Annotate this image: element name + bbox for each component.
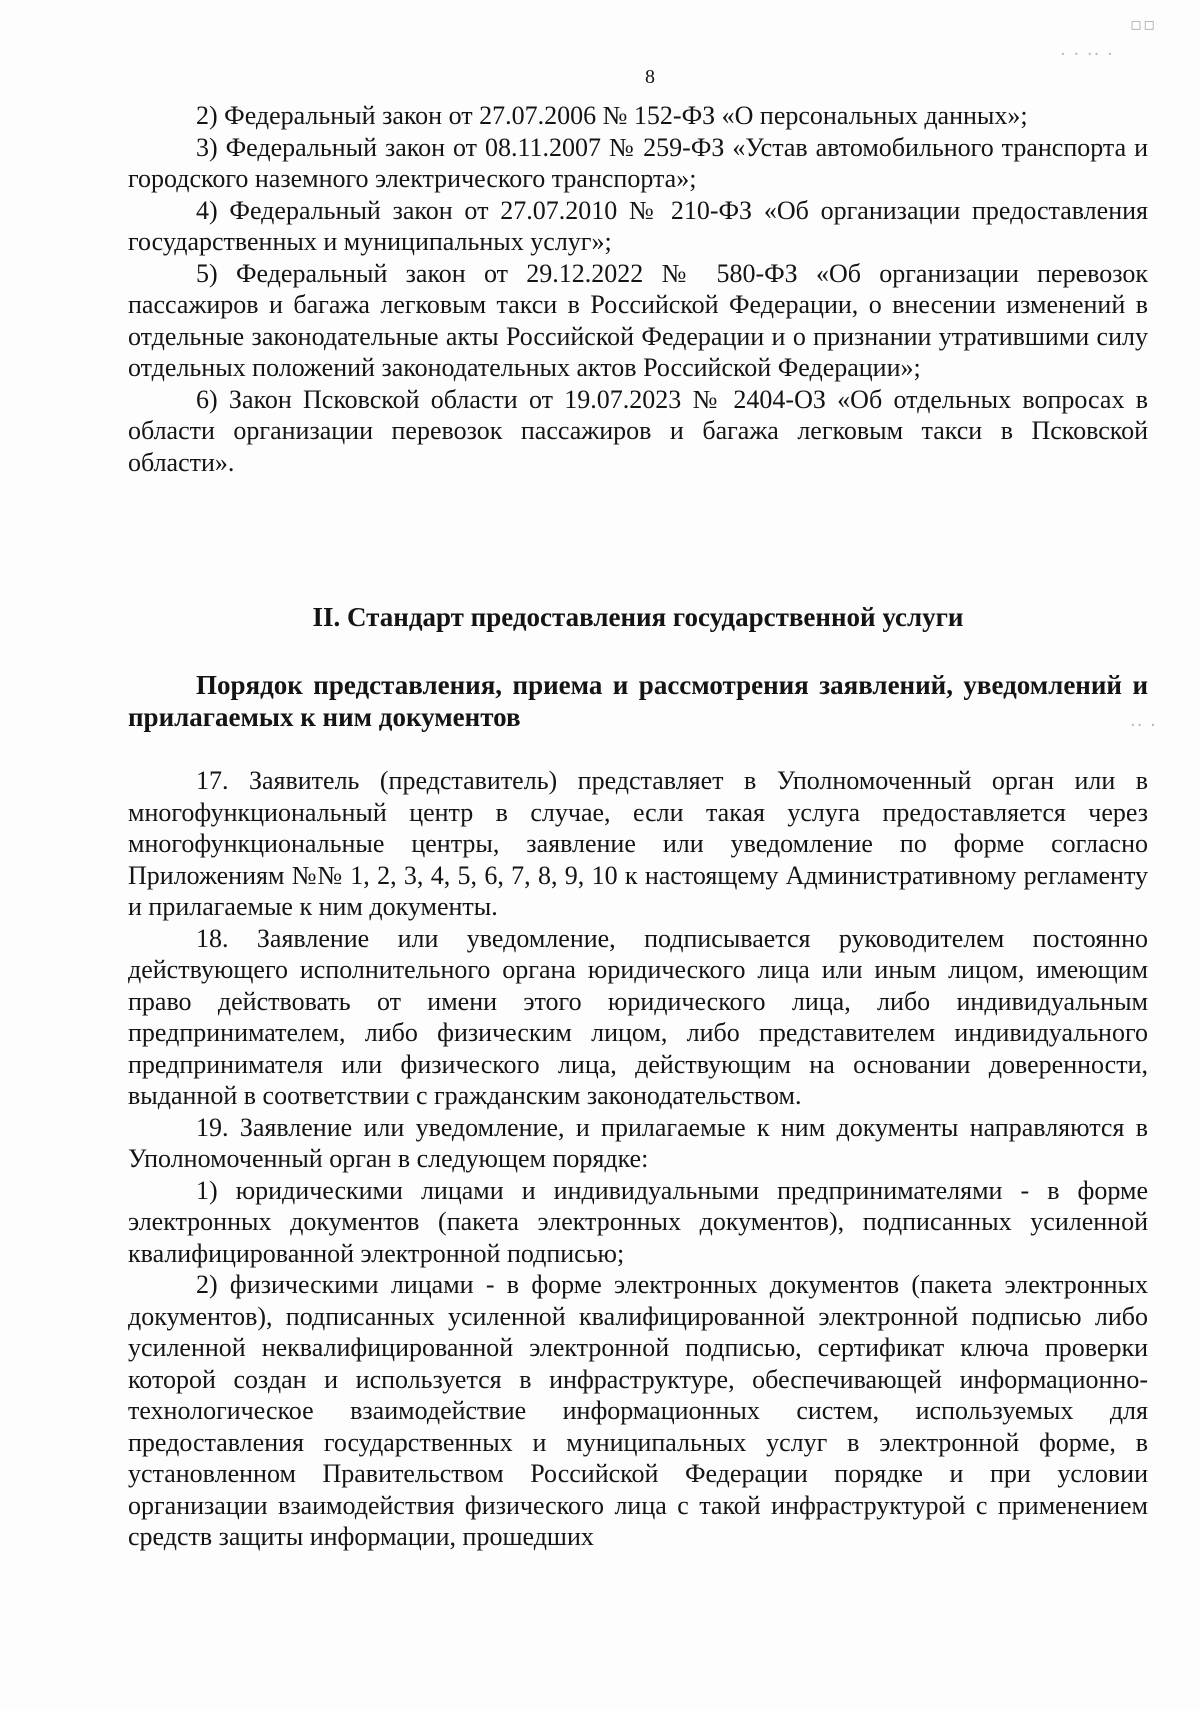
law-item: 3) Федеральный закон от 08.11.2007 № 259-ФЗ «Устав автомобильного транспорта и городского наземного электрического транспорта»;: [128, 132, 1148, 193]
main-text: [128, 765, 1148, 1553]
page-number: 8: [645, 66, 655, 88]
paragraph-19: 19. Заявление или уведомление, и прилагаемые к ним документы направляются в Уполномоченный орган в следующем порядке:: [128, 1112, 1148, 1173]
paragraph-17: 17. Заявитель (представитель) представляет в Уполномоченный орган или в многофункциональный центр в случае, если такая услуга предоставляется через многофункциональные центры, заявление или уведомление по форме согласно Приложениям №№ 1, 2, 3, 4, 5, 6, 7, 8, 9, 10 к настоящему Административному регламенту и прилагаемые к ним документы.: [128, 766, 1148, 921]
laws-list: [128, 100, 1148, 478]
section-title: II. Стандарт предоставления государственной услуги: [312, 602, 964, 632]
scan-bleed-mark: ▫▫: [1130, 14, 1157, 35]
scan-bleed-mark: ·· ·: [1130, 715, 1157, 736]
law-item: 5) Федеральный закон от 29.12.2022 № 580-ФЗ «Об организации перевозок пассажиров и багажа легковым такси в Российской Федерации, о внесении изменений в отдельные законодательные акты Российской Федерации и о признании утратившими силу отдельных положений законодательных актов Российской Федерации»;: [128, 258, 1148, 382]
subsection-title: Порядок представления, приема и рассмотрения заявлений, уведомлений и прилагаемых к ним документов: [128, 670, 1148, 732]
law-item: 2) Федеральный закон от 27.07.2006 № 152-ФЗ «О персональных данных»;: [196, 101, 1028, 130]
paragraph-19-item-2: 2) физическими лицами - в форме электронных документов (пакета электронных документов), подписанных усиленной квалифицированной электронной подписью либо усиленной неквалифицированной электронной подписью, сертификат ключа проверки которой создан и используется в инфраструктуре, обеспечивающей информационно-технологическое взаимодействие информационных систем, используемых для предоставления государственных и муниципальных услуг в электронной форме, в установленном Правительством Российской Федерации порядке и при условии организации взаимодействия физического лица с такой инфраструктурой с применением средств защиты информации, прошедших: [128, 1270, 1148, 1551]
scan-bleed-mark: · · ·· ·: [1060, 44, 1114, 65]
paragraph-18: 18. Заявление или уведомление, подписывается руководителем постоянно действующего исполнительного органа юридического лица или иным лицом, имеющим право действовать от имени этого юридического лица, либо индивидуальным предпринимателем, либо физическим лицом, либо представителем индивидуального предпринимателя или физического лица, действующим на основании доверенности, выданной в соответствии с гражданским законодательством.: [128, 923, 1148, 1110]
law-item: 6) Закон Псковской области от 19.07.2023 № 2404-ОЗ «Об отдельных вопросах в области организации перевозок пассажиров и багажа легковым такси в Псковской области».: [128, 384, 1148, 477]
law-item: 4) Федеральный закон от 27.07.2010 № 210-ФЗ «Об организации предоставления государственных и муниципальных услуг»;: [128, 195, 1148, 256]
paragraph-19-item-1: 1) юридическими лицами и индивидуальными предпринимателями - в форме электронных документов (пакета электронных документов), подписанных усиленной квалифицированной электронной подписью;: [128, 1175, 1148, 1268]
